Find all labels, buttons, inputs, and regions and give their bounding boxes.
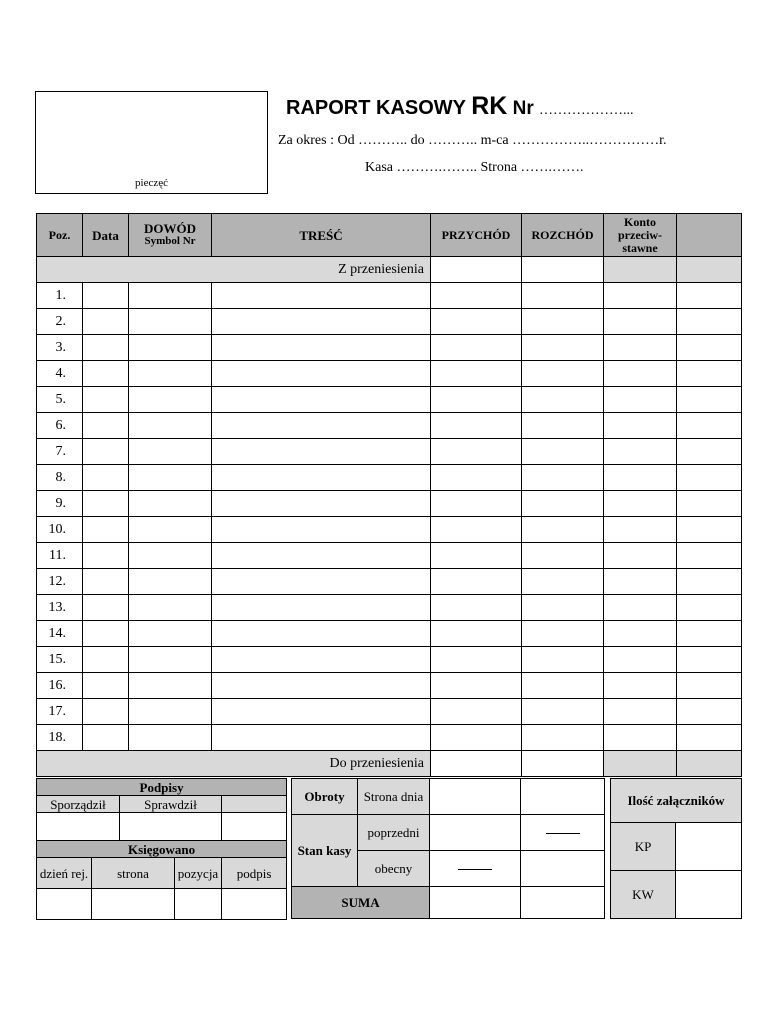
table-row (37, 699, 742, 725)
row-document[interactable] (129, 361, 212, 387)
cash-report-table (36, 213, 742, 777)
header-przychod: PRZYCHÓD (431, 214, 522, 257)
report-title (286, 92, 634, 121)
row-number: 16. (37, 673, 83, 699)
header-dowod-label: DOWÓD (144, 221, 196, 236)
row-document[interactable] (129, 465, 212, 491)
row-description[interactable] (212, 439, 431, 465)
row-extra[interactable] (677, 595, 742, 621)
carry-out-przychod[interactable] (431, 751, 522, 777)
row-income[interactable] (431, 673, 522, 699)
row-date[interactable] (83, 621, 129, 647)
label-blank (222, 796, 287, 813)
table-row (37, 309, 742, 335)
row-description[interactable] (212, 465, 431, 491)
row-income[interactable] (431, 699, 522, 725)
table-row (37, 673, 742, 699)
row-description[interactable] (212, 309, 431, 335)
row-extra[interactable] (677, 309, 742, 335)
row-extra[interactable] (677, 439, 742, 465)
label-strona-dnia: Strona dnia (358, 779, 430, 815)
row-date[interactable] (83, 335, 129, 361)
row-expense[interactable] (522, 309, 604, 335)
row-extra[interactable] (677, 491, 742, 517)
row-number: 1. (37, 283, 83, 309)
table-row (37, 413, 742, 439)
row-description[interactable] (212, 647, 431, 673)
field-obecny-przychod (430, 851, 521, 887)
row-number: 8. (37, 465, 83, 491)
row-description[interactable] (212, 699, 431, 725)
label-sprawdzil: Sprawdził (120, 796, 222, 813)
row-date[interactable] (83, 595, 129, 621)
period-line[interactable]: Za okres : Od ……….. do ……….. m-ca ……………..……………r. (278, 133, 667, 148)
row-extra[interactable] (677, 283, 742, 309)
row-description[interactable] (212, 595, 431, 621)
row-document[interactable] (129, 673, 212, 699)
header-rozchod: ROZCHÓD (522, 214, 604, 257)
label-poprzedni: poprzedni (358, 815, 430, 851)
row-expense[interactable] (522, 283, 604, 309)
row-income[interactable] (431, 647, 522, 673)
table-body (37, 283, 742, 751)
label-kw: KW (611, 871, 676, 919)
row-account[interactable] (604, 595, 677, 621)
row-expense[interactable] (522, 647, 604, 673)
table-row (37, 595, 742, 621)
row-extra[interactable] (677, 673, 742, 699)
row-account[interactable] (604, 439, 677, 465)
row-number: 13. (37, 595, 83, 621)
carry-in-label: Z przeniesienia (37, 257, 431, 283)
row-account[interactable] (604, 335, 677, 361)
row-number: 15. (37, 647, 83, 673)
table-row (37, 387, 742, 413)
header-dowod-sub: Symbol Nr (144, 235, 196, 247)
row-expense[interactable] (522, 725, 604, 751)
label-podpis: podpis (222, 858, 287, 889)
row-expense[interactable] (522, 673, 604, 699)
table-row (37, 517, 742, 543)
row-income[interactable] (431, 725, 522, 751)
table-row (37, 647, 742, 673)
row-income[interactable] (431, 595, 522, 621)
attachments-header: Ilość załączników (611, 779, 742, 823)
row-extra[interactable] (677, 517, 742, 543)
ksiegowano-header: Księgowano (37, 841, 287, 858)
field-sprawdzil[interactable] (120, 813, 222, 841)
row-income[interactable] (431, 465, 522, 491)
row-date[interactable] (83, 413, 129, 439)
row-expense[interactable] (522, 569, 604, 595)
row-number: 17. (37, 699, 83, 725)
carry-in-przychod[interactable] (431, 257, 522, 283)
row-expense[interactable] (522, 465, 604, 491)
row-account[interactable] (604, 647, 677, 673)
field-obroty-rozchod[interactable] (521, 779, 605, 815)
dash-line (546, 833, 580, 834)
table-row (37, 283, 742, 309)
label-stan-kasy: Stan kasy (292, 815, 358, 887)
row-date[interactable] (83, 543, 129, 569)
turnover-table (291, 778, 605, 919)
header-extra (677, 214, 742, 257)
row-extra[interactable] (677, 335, 742, 361)
row-expense[interactable] (522, 491, 604, 517)
field-sporzadzil[interactable] (37, 813, 120, 841)
row-number: 7. (37, 439, 83, 465)
table-row (37, 491, 742, 517)
label-sporzadzil: Sporządził (37, 796, 120, 813)
row-description[interactable] (212, 361, 431, 387)
row-description[interactable] (212, 491, 431, 517)
row-date[interactable] (83, 517, 129, 543)
row-number: 9. (37, 491, 83, 517)
row-expense[interactable] (522, 387, 604, 413)
row-income[interactable] (431, 491, 522, 517)
row-description[interactable] (212, 569, 431, 595)
carry-in-extra (677, 257, 742, 283)
table-row (37, 465, 742, 491)
table-row (37, 361, 742, 387)
signatures-header: Podpisy (37, 779, 287, 796)
row-income[interactable] (431, 283, 522, 309)
row-date[interactable] (83, 283, 129, 309)
row-income[interactable] (431, 387, 522, 413)
row-account[interactable] (604, 725, 677, 751)
table-row (37, 543, 742, 569)
field-suma-rozchod[interactable] (521, 887, 605, 919)
row-account[interactable] (604, 387, 677, 413)
field-obecny-rozchod[interactable] (521, 851, 605, 887)
label-suma: SUMA (292, 887, 430, 919)
row-account[interactable] (604, 517, 677, 543)
row-expense[interactable] (522, 621, 604, 647)
attachments-table (610, 778, 742, 919)
title-nr: Nr (507, 98, 539, 119)
row-extra[interactable] (677, 413, 742, 439)
row-number: 2. (37, 309, 83, 335)
row-expense[interactable] (522, 595, 604, 621)
row-description[interactable] (212, 673, 431, 699)
row-extra[interactable] (677, 387, 742, 413)
header-dowod (129, 214, 212, 257)
row-expense[interactable] (522, 413, 604, 439)
row-extra[interactable] (677, 361, 742, 387)
field-strona[interactable] (92, 889, 175, 920)
row-income[interactable] (431, 543, 522, 569)
dash-line (458, 869, 492, 870)
row-number: 10. (37, 517, 83, 543)
row-description[interactable] (212, 543, 431, 569)
row-extra[interactable] (677, 621, 742, 647)
row-description[interactable] (212, 517, 431, 543)
row-document[interactable] (129, 595, 212, 621)
row-income[interactable] (431, 439, 522, 465)
row-document[interactable] (129, 699, 212, 725)
row-account[interactable] (604, 621, 677, 647)
label-obecny: obecny (358, 851, 430, 887)
row-income[interactable] (431, 309, 522, 335)
row-account[interactable] (604, 673, 677, 699)
field-blank[interactable] (222, 813, 287, 841)
field-podpis[interactable] (222, 889, 287, 920)
table-row (37, 725, 742, 751)
row-document[interactable] (129, 517, 212, 543)
title-prefix: RAPORT KASOWY (286, 97, 472, 119)
row-document[interactable] (129, 647, 212, 673)
row-expense[interactable] (522, 361, 604, 387)
row-document[interactable] (129, 413, 212, 439)
row-account[interactable] (604, 413, 677, 439)
field-kw[interactable] (676, 871, 742, 919)
row-number: 18. (37, 725, 83, 751)
row-extra[interactable] (677, 543, 742, 569)
carry-out-label: Do przeniesienia (37, 751, 431, 777)
row-income[interactable] (431, 621, 522, 647)
row-date[interactable] (83, 387, 129, 413)
header-poz: Poz. (37, 214, 83, 257)
row-number: 6. (37, 413, 83, 439)
carry-out-konto (604, 751, 677, 777)
row-account[interactable] (604, 543, 677, 569)
row-account[interactable] (604, 491, 677, 517)
row-document[interactable] (129, 335, 212, 361)
row-expense[interactable] (522, 517, 604, 543)
table-row (37, 569, 742, 595)
row-extra[interactable] (677, 569, 742, 595)
stamp-label: pieczęć (135, 177, 168, 189)
row-date[interactable] (83, 699, 129, 725)
row-expense[interactable] (522, 699, 604, 725)
row-account[interactable] (604, 283, 677, 309)
field-obroty-przychod[interactable] (430, 779, 521, 815)
row-document[interactable] (129, 725, 212, 751)
row-date[interactable] (83, 309, 129, 335)
carry-out-extra (677, 751, 742, 777)
field-kp[interactable] (676, 823, 742, 871)
row-date[interactable] (83, 465, 129, 491)
row-document[interactable] (129, 439, 212, 465)
row-extra[interactable] (677, 725, 742, 751)
stamp-box (35, 91, 268, 194)
kasa-line[interactable]: Kasa ……….…….. Strona …….……. (365, 160, 584, 175)
row-income[interactable] (431, 361, 522, 387)
row-document[interactable] (129, 569, 212, 595)
row-account[interactable] (604, 465, 677, 491)
carry-out-rozchod[interactable] (522, 751, 604, 777)
row-description[interactable] (212, 283, 431, 309)
row-number: 12. (37, 569, 83, 595)
row-account[interactable] (604, 699, 677, 725)
row-number: 4. (37, 361, 83, 387)
row-document[interactable] (129, 543, 212, 569)
row-document[interactable] (129, 283, 212, 309)
row-account[interactable] (604, 309, 677, 335)
row-extra[interactable] (677, 647, 742, 673)
row-document[interactable] (129, 387, 212, 413)
row-expense[interactable] (522, 543, 604, 569)
row-income[interactable] (431, 569, 522, 595)
row-account[interactable] (604, 361, 677, 387)
row-description[interactable] (212, 413, 431, 439)
field-dzien-rej[interactable] (37, 889, 92, 920)
row-extra[interactable] (677, 465, 742, 491)
table-row (37, 621, 742, 647)
label-obroty: Obroty (292, 779, 358, 815)
row-date[interactable] (83, 647, 129, 673)
row-date[interactable] (83, 569, 129, 595)
field-pozycja[interactable] (175, 889, 222, 920)
row-number: 14. (37, 621, 83, 647)
row-document[interactable] (129, 621, 212, 647)
row-income[interactable] (431, 413, 522, 439)
row-date[interactable] (83, 725, 129, 751)
row-account[interactable] (604, 569, 677, 595)
row-expense[interactable] (522, 439, 604, 465)
row-date[interactable] (83, 673, 129, 699)
row-date[interactable] (83, 361, 129, 387)
row-description[interactable] (212, 335, 431, 361)
title-rk: RK (471, 92, 508, 120)
title-number-field[interactable]: ………………... (539, 103, 634, 118)
row-document[interactable] (129, 309, 212, 335)
field-suma-przychod[interactable] (430, 887, 521, 919)
table-row (37, 439, 742, 465)
row-number: 11. (37, 543, 83, 569)
label-dzien-rej: dzień rej. (37, 858, 92, 889)
carry-in-konto (604, 257, 677, 283)
row-expense[interactable] (522, 335, 604, 361)
row-document[interactable] (129, 491, 212, 517)
row-description[interactable] (212, 621, 431, 647)
header-konto: Konto przeciw-stawne (604, 214, 677, 257)
header-data: Data (83, 214, 129, 257)
row-date[interactable] (83, 491, 129, 517)
label-pozycja: pozycja (175, 858, 222, 889)
label-kp: KP (611, 823, 676, 871)
label-strona: strona (92, 858, 175, 889)
table-row (37, 335, 742, 361)
row-date[interactable] (83, 439, 129, 465)
row-number: 3. (37, 335, 83, 361)
row-number: 5. (37, 387, 83, 413)
signatures-table (36, 778, 287, 920)
field-poprzedni-przychod[interactable] (430, 815, 521, 851)
header-tresc: TREŚĆ (212, 214, 431, 257)
row-income[interactable] (431, 517, 522, 543)
row-income[interactable] (431, 335, 522, 361)
carry-in-rozchod[interactable] (522, 257, 604, 283)
field-poprzedni-rozchod (521, 815, 605, 851)
row-description[interactable] (212, 387, 431, 413)
row-description[interactable] (212, 725, 431, 751)
row-extra[interactable] (677, 699, 742, 725)
